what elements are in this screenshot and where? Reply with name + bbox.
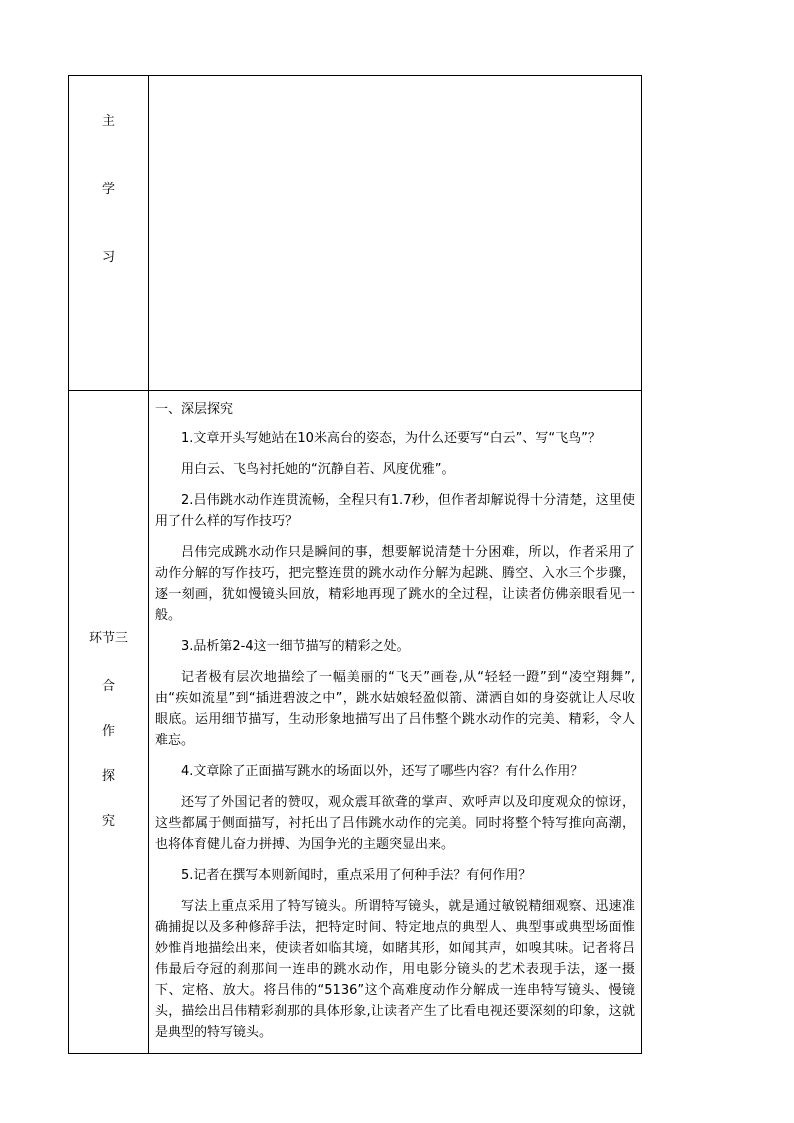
label-char: 作 — [101, 724, 115, 739]
label-char: 究 — [101, 814, 115, 829]
label-char: 习 — [101, 250, 115, 265]
label-char: 主 — [101, 114, 115, 129]
answer-5: 写法上重点采用了特写镜头。所谓特写镜头，就是通过敏锐精细观察、迅速准确捕捉以及多种修辞手法，把特定时间、特定地点的典型人、典型事或典型场面惟妙惟肖地描绘出来，使读者如临其境，如睹其形，如闻其声，如嗅其味。记者将吕伟最后夺冠的刹那间一连串的跳水动作，用电影分镜头的艺术表现手法，逐一摄下、定格、放大。将吕伟的“5136”这个高难度动作分解成一连串特写镜头、慢镜头，描绘出吕伟精彩刹那的具体形象,让读者产生了比看电视还要深刻的印象，这就是典型的特写镜头。 — [155, 899, 635, 1040]
row-label-cooperative-inquiry — [69, 391, 149, 1054]
answer-2: 吕伟完成跳水动作只是瞬间的事，想要解说清楚十分困难，所以，作者采用了动作分解的写作技巧，把完整连贯的跳水动作分解为起跳、腾空、入水三个步骤，逐一刻画，犹如慢镜头回放，精彩地再现了跳水的全过程，让读者仿佛亲眼看见一般。 — [155, 545, 635, 623]
label-char: 学 — [101, 182, 115, 197]
cooperative-inquiry-content — [149, 391, 642, 1054]
question-4: 4.文章除了正面描写跳水的场面以外，还写了哪些内容？有什么作用？ — [181, 764, 584, 779]
lesson-plan-table — [68, 75, 642, 1054]
label-char: 环节三 — [88, 631, 128, 646]
question-5: 5.记者在撰写本则新闻时，重点采用了何种手法？有何作用？ — [181, 868, 532, 883]
answer-4: 还写了外国记者的赞叹，观众震耳欲聋的掌声、欢呼声以及印度观众的惊讶，这些都属于侧面描写，衬托出了吕伟跳水动作的完美。同时将整个特写推向高潮，也将体育健儿奋力拼搏、为国争光的主题突显出来。 — [155, 795, 635, 852]
answer-3: 记者极有层次地描绘了一幅美丽的“飞天”画卷,从“轻轻一蹬”到“凌空翔舞”,由“疾如流星”到“插进碧波之中”，跳水姑娘轻盈似箭、潇洒自如的身姿就让人尽收眼底。运用细节描写，生动形象地描写出了吕伟整个跳水动作的完美、精彩，令人难忘。 — [155, 670, 635, 748]
section-heading: 一、深层探究 — [155, 402, 234, 417]
question-3: 3.品析第2-4这一细节描写的精彩之处。 — [181, 639, 410, 654]
table-row-cooperative-inquiry — [69, 391, 642, 1054]
answer-1: 用白云、飞鸟衬托她的“沉静自若、风度优雅”。 — [181, 462, 455, 477]
question-2: 2.吕伟跳水动作连贯流畅，全程只有1.7秒，但作者却解说得十分清楚，这里使用了什么样的写作技巧？ — [155, 493, 635, 529]
question-1: 1.文章开头写她站在10米高台的姿态，为什么还要写“白云”、写“飞鸟”？ — [181, 431, 601, 446]
table-row-main-study — [69, 76, 642, 391]
row-label-main-study — [69, 76, 149, 391]
label-char: 合 — [101, 679, 115, 694]
label-char: 探 — [101, 769, 115, 784]
main-study-content — [149, 76, 642, 391]
